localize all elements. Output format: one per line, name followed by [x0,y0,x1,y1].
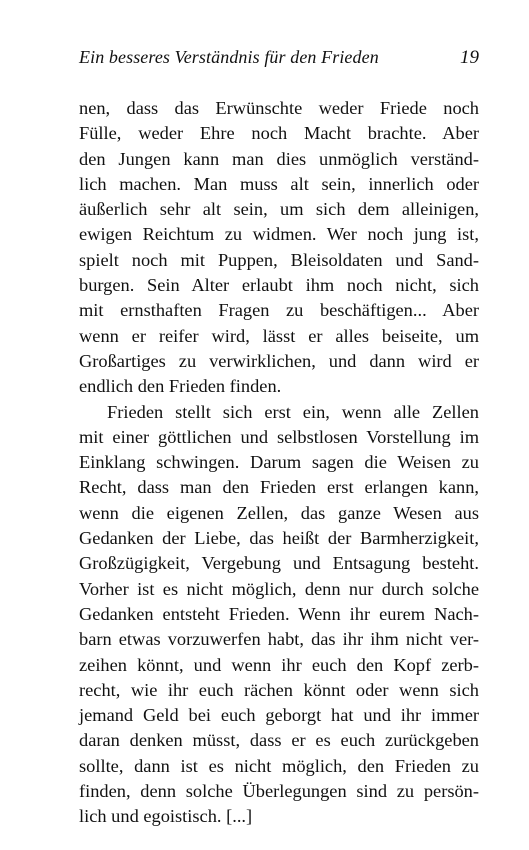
page-number: 19 [460,47,479,68]
text-line: Recht, dass man den Frieden erst erlangen kann, [79,477,479,498]
text-line: ewigen Reichtum zu widmen. Wer noch jung ist, [79,224,479,245]
text-line: finden, denn solche Überlegungen sind zu persön- [79,781,479,802]
text-line: lich machen. Man muss alt sein, innerlich oder [79,173,479,194]
text-line: recht, wie ihr euch rächen könnt oder wenn sich [79,679,479,700]
text-line: jemand Geld bei euch geborgt hat und ihr immer [79,705,479,726]
text-line: den Jungen kann man dies unmöglich verständ- [79,148,479,169]
text-line: sollte, dann ist es nicht möglich, den Frieden zu [79,755,479,776]
text-line: daran denken müsst, dass er es euch zurückgeben [79,730,479,751]
text-line: barn etwas vorzuwerfen habt, das ihr ihm nicht ver- [79,629,479,650]
text-line: Vorher ist es nicht möglich, denn nur durch solche [79,578,479,599]
text-line: Gedanken entsteht Frieden. Wenn ihr eurem Nach- [79,603,479,624]
text-line: mit ernsthaften Fragen zu beschäftigen... Aber [79,300,479,321]
body-text [79,96,479,830]
text-line: Gedanken der Liebe, das heißt der Barmherzigkeit, [79,528,479,549]
text-line: nen, dass das Erwünschte weder Friede noch [79,98,479,118]
text-line: wenn die eigenen Zellen, das ganze Wesen aus [79,502,479,523]
page-header [79,41,479,71]
text-line: Großartiges zu verwirklichen, und dann wird er [79,350,479,371]
text-line: lich und egoistisch. [...] [79,806,253,827]
text-line: mit einer göttlichen und selbstlosen Vorstellung im [79,426,479,447]
paragraph [79,96,479,400]
text-line: Großzügigkeit, Vergebung und Entsagung besteht. [79,553,479,574]
text-line: spielt noch mit Puppen, Bleisoldaten und Sand- [79,249,479,270]
text-line: Frieden stellt sich erst ein, wenn alle Zellen [107,401,479,422]
text-line: endlich den Frieden finden. [79,376,282,397]
text-line: äußerlich sehr alt sein, um sich dem alleinigen, [79,199,479,220]
text-line: Einklang schwingen. Darum sagen die Weisen zu [79,452,479,473]
text-line: burgen. Sein Alter erlaubt ihm noch nicht, sich [79,275,479,296]
text-line: Fülle, weder Ehre noch Macht brachte. Aber [79,123,479,144]
text-line: wenn er reifer wird, lässt er alles beiseite, um [79,325,479,346]
text-line: zeihen könnt, und wenn ihr euch den Kopf zerb- [79,654,479,675]
paragraph [79,400,479,830]
running-title: Ein besseres Verständnis für den Frieden [79,47,379,67]
